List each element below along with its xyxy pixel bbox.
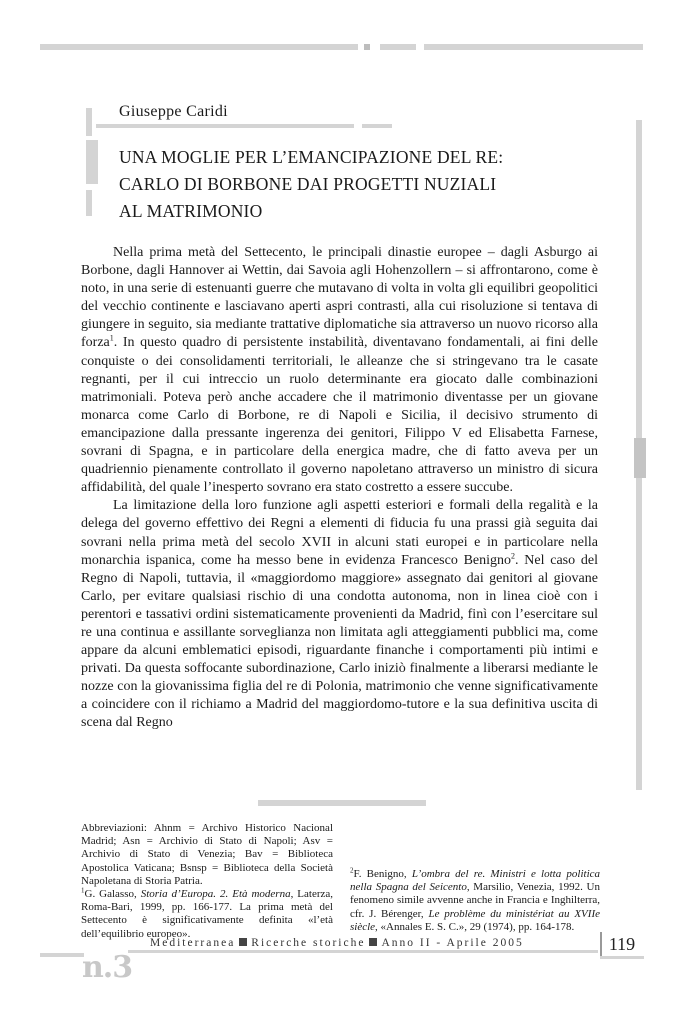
author-name: Giuseppe Caridi [119,103,228,120]
paragraph-2: La limitazione della loro funzione agli aspetti esteriori e formali della regalità e la delega del governo effettivo dei Regni a elementi di fiducia fu una prassi già seguita dai sovrani nella prima metà del secolo XVII in alcuni stati europei e in particolare nella monarchia ispanica, come ha messo bene in evidenza Francesco Benigno$^2$. Nel caso del Regno di Napoli, tuttavia, il «maggiordomo maggiore» assegnato dai genitori al giovane Carlo, per evitare qualsiasi rischio di una condotta autonoma, non in linea cioè con i perentori e tassativi ordini sistematicamente provenienti da Madrid, finì con l’esercitare sul re una continua e assillante sorveglianza non limitata agli atteggiamenti pubblici ma, come appare da alcuni emblematici episodi, riguardante finanche i comportamenti più intimi e privati. Da questa soffocante subordinazione, Carlo iniziò finalmente a liberarsi mediante le nozze con la giovanissima figlia del re di Polonia, matrimonio che venne significativamente a coincidere con il richiamo a Madrid del maggiordomo-tutore e la sua definitiva uscita di scena dal Regno [81,498,598,731]
author-underline-dot [362,124,392,128]
top-rule-small [380,44,416,50]
paragraph-1: Nella prima metà del Settecento, le principali dinastie europee – dagli Asburgo ai Borbone, dagli Hannover ai Wettin, dai Savoia agli Hohenzollern – si affrontarono, come è noto, in una serie di estenuanti guerre che mutavano di volta in volta gli equilibri geopolitici del vecchio continente e lasciavano aperti aspri contrasti, alla cui risoluzione si tentava di giungere in seguito, sia mediante trattative diplomatiche sia attraverso un nuovo ricorso alla forza$^1$. In questo quadro di persistente instabilità, diventavano fondamentali, ai fini delle conquiste o dei consolidamenti territoriali, le alleanze che si stringevano tra le casate regnanti, per il cui intreccio un ruolo determinante era giocato dalle combinazioni matrimoniali. Poteva però anche accadere che il matrimonio diventasse per un giovane monarca come Carlo di Borbone, re di Napoli e Sicilia, il decisivo strumento di emancipazione dalla pressante ingerenza dei genitori, Filippo V ed Elisabetta Farnese, sovrani di Spagna, e in particolare della energica madre, che di fatto aveva per un quadriennio pienamente controllato il governo napoletano attraverso un ministro di sicura affidabilità, del quale l’inesperto sovrano era stato costretto a essere succube. [81,245,598,496]
page-number: 119 [600,932,642,956]
square-separator-icon [369,938,377,946]
title-line-2: CARLO DI BORBONE DAI PROGETTI NUZIALI [119,174,497,194]
footer-rule [128,950,598,953]
top-rule-right [424,44,643,50]
footnote-separator [258,800,426,806]
footnotes-right-column [350,822,600,934]
footnote-2: $^2$F. Benigno, L’ombra del re. Ministri e lotta politica nella Spagna del Seicento, Marsilio, Venezia, 1992. Un fenomeno simile avvenne anche in Francia e Inghilterra, cfr. J. Bérenger, Le problème du ministériat au XVIIe siècle, «Annales E. S. C.», 29 (1974), pp. 164-178. [350,866,601,933]
running-footer [150,937,590,949]
abbreviations-note: Abbreviazioni: Ahnm = Archivo Historico Nacional Madrid; Asn = Archivio di Stato di Napoli; Asv = Archivio di Stato di Venezia; Bav = Biblioteca Apostolica Vaticana; Bsnsp = Biblioteca della Società Napoletana di Storia Patria. [81,822,333,887]
issue-mark: n.3 [82,950,133,985]
footnote-ref-1[interactable]: 1 [109,333,114,343]
square-separator-icon [239,938,247,946]
title-line-1: UNA MOGLIE PER L’EMANCIPAZIONE DEL RE: [119,147,504,167]
right-margin-block [634,438,646,478]
footnote-1: $^1$G. Galasso, Storia d’Europa. 2. Età moderna, Laterza, Roma-Bari, 1999, pp. 166-177. La prima metà del Settecento è significativamente definita «l’età dell’equilibrio europeo». [81,886,334,940]
footer-rule-right [600,956,644,959]
article-title [119,144,579,225]
footnotes-left-column [81,822,333,941]
article-body [81,244,598,733]
issue-info: Anno II - Aprile 2005 [381,937,524,949]
footnote-ref-2[interactable]: 2 [511,550,516,560]
journal-section: Ricerche storiche [251,937,366,949]
left-margin-mark-1 [86,108,92,136]
left-margin-mark-2 [86,140,98,184]
footer-rule-left [40,953,84,957]
top-rule-left [40,44,358,50]
journal-name: Mediterranea [150,937,236,949]
title-line-3: AL MATRIMONIO [119,201,263,221]
top-rule-mid [364,44,370,50]
author-underline [96,124,354,128]
left-margin-mark-3 [86,190,92,216]
